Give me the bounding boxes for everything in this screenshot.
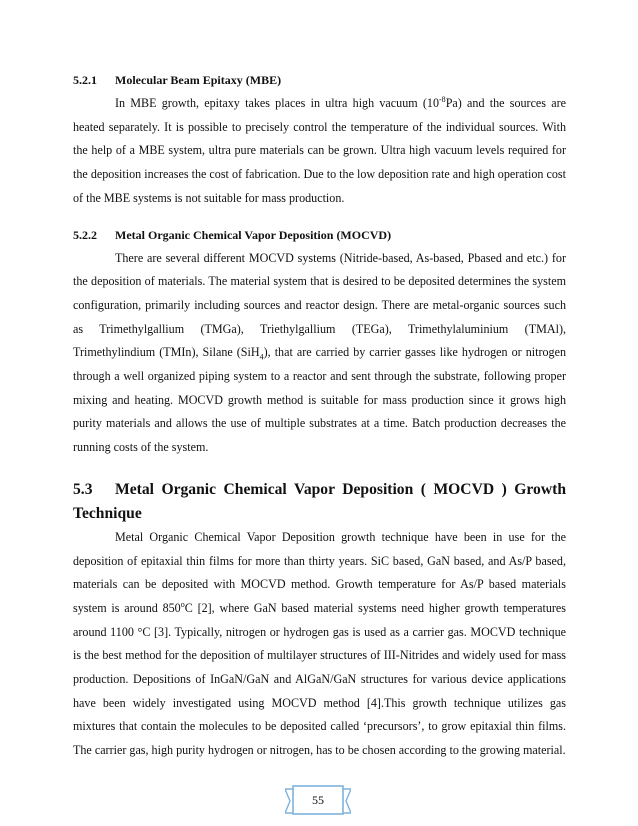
- section-title: Metal Organic Chemical Vapor Deposition ( MOCVD ) Growth: [115, 480, 566, 498]
- paragraph-text: C [2], where GaN based material systems need higher growth temperatures around 1100 °C [3]. Typically, nitrogen or hydrogen gas is used as a carrier gas. MOCVD technique is the best method for the deposition of multilayer structures of III-Nitrides and widely used for mass production. Depositions of InGaN/GaN and AlGaN/GaN structures for various device applications have been widely investigated using MOCVD method [4].This growth technique utilizes gas mixtures that contain the molecules to be deposited called ‘precursors’, to grow epitaxial thin films. The carrier gas, high purity hydrogen or nitrogen, has to be chosen according to the growing material.: [73, 600, 566, 758]
- superscript: o: [180, 599, 185, 609]
- paragraph-mocvd: [73, 247, 566, 460]
- section-heading-line1: [73, 478, 566, 502]
- subsection-number: 5.2.1: [73, 73, 97, 87]
- section-heading-line2: Technique: [73, 504, 142, 522]
- subsection-heading-mocvd: [73, 227, 566, 243]
- paragraph-text: ), that are carried by carrier gasses like hydrogen or nitrogen through a well organized piping system to a reactor and sent through the substrate, following proper mixing and heating. MOCVD growth method is suitable for mass production since it grows high purity materials and allows the use of multiple substrates at a time. Batch production decreases the running costs of the system.: [73, 345, 566, 455]
- page-number: 55: [312, 793, 324, 807]
- document-page: [73, 72, 566, 763]
- subscript: 4: [259, 352, 264, 362]
- paragraph-text: Pa) and the sources are heated separately. It is possible to precisely control the temperature of the individual sources. With the help of a MBE system, ultra pure materials can be grown. Ultra high vacuum levels required for the deposition increases the cost of fabrication. Due to the low deposition rate and high operation cost of the MBE systems is not suitable for mass production.: [73, 96, 567, 205]
- paragraph-mbe: [73, 92, 566, 211]
- subsection-title: Metal Organic Chemical Vapor Deposition (MOCVD): [115, 227, 392, 242]
- subsection-number: 5.2.2: [73, 227, 97, 242]
- subsection-heading-mbe: [73, 72, 566, 88]
- subsection-title: Molecular Beam Epitaxy (MBE): [115, 73, 282, 87]
- superscript: -8: [439, 94, 446, 104]
- paragraph-text: In MBE growth, epitaxy takes places in ultra high vacuum (10: [115, 96, 440, 110]
- paragraph-text: There are several different MOCVD systems (Nitride-based, As-based, Pbased and etc.) for the deposition of materials. The material system that is desired to be deposited determines the system configuration, primarily including sources and reactor design. There are metal-organic sources such as Trimethylgallium (TMGa), Triethylgallium (TEGa), Trimethylaluminium (TMAl), Trimethylindium (TMIn), Silane (SiH: [73, 250, 566, 360]
- paragraph-text: Metal Organic Chemical Vapor Deposition growth technique have been in use for the deposition of epitaxial thin films for more than thirty years. SiC based, GaN based, and As/P based, materials can be deposited with MOCVD method. Growth temperature for As/P based materials system is around 850: [73, 529, 566, 615]
- paragraph-mocvd-growth: [73, 526, 566, 763]
- page-number-ribbon: [285, 785, 351, 817]
- section-number: 5.3: [73, 480, 93, 498]
